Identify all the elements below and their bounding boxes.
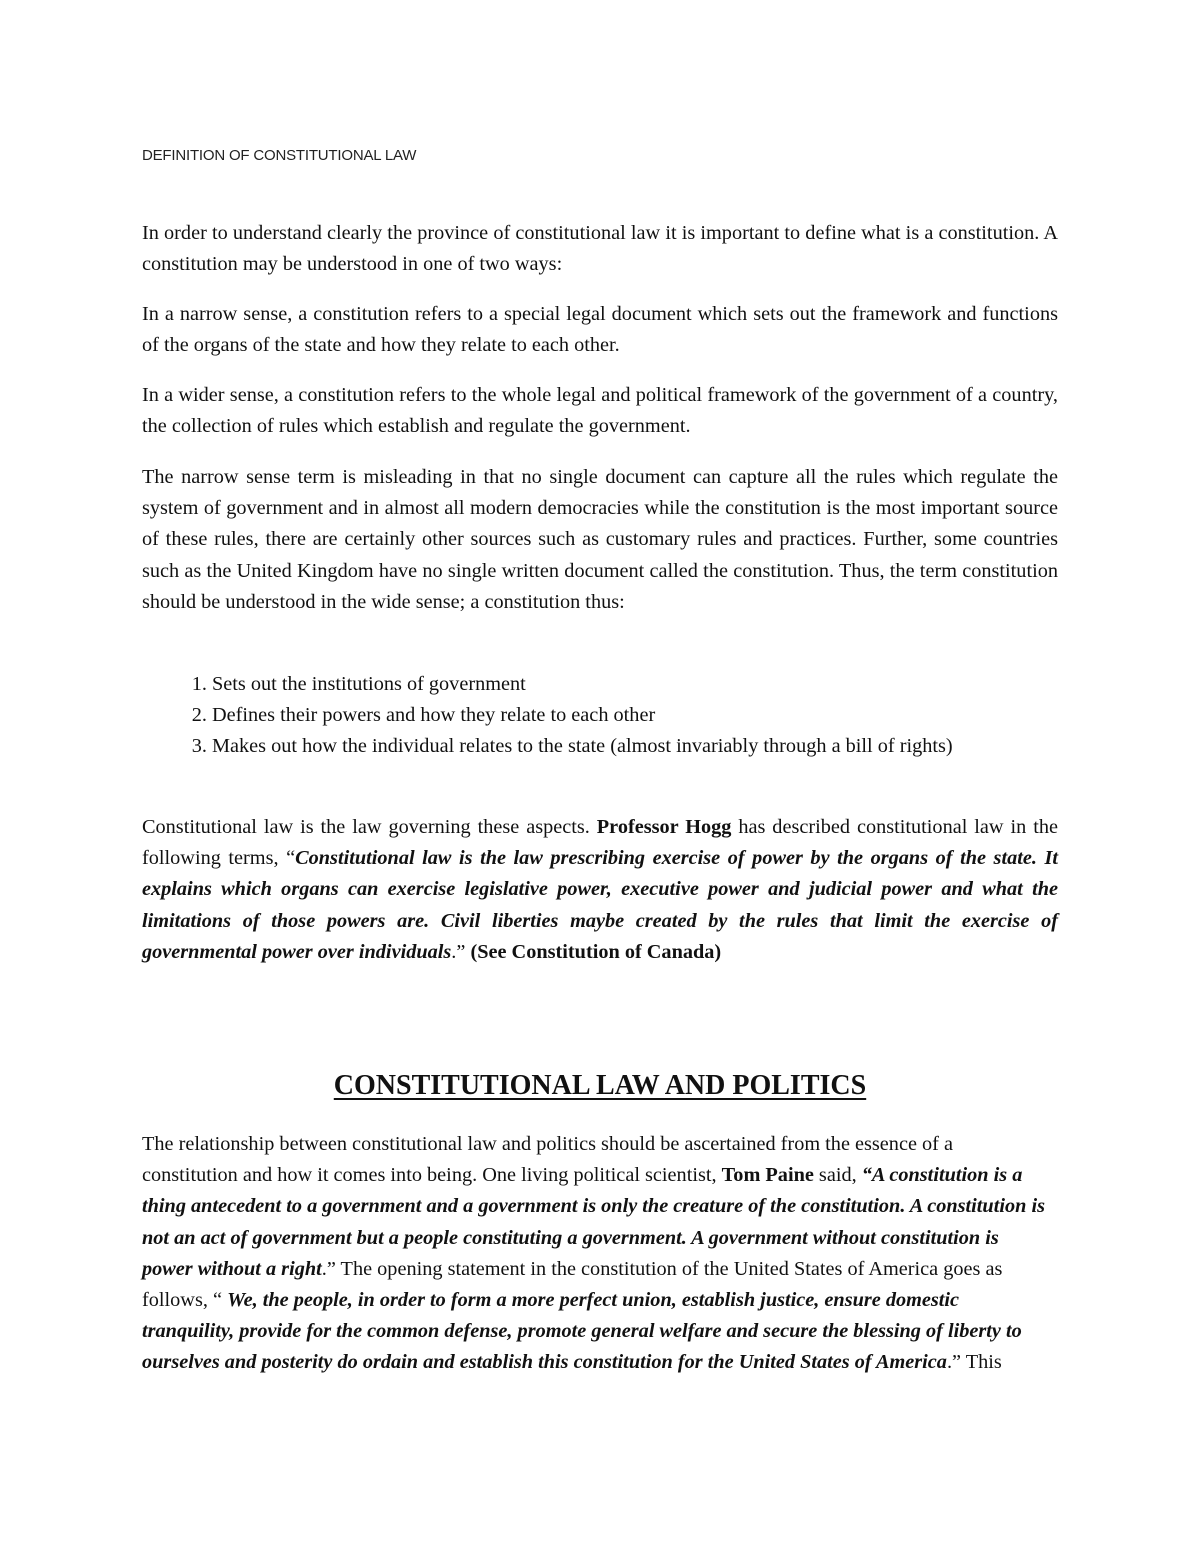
section-heading	[0, 1070, 1200, 1102]
section-heading: DEFINITION OF CONSTITUTIONAL LAW	[142, 147, 417, 164]
text: .” This	[946, 1351, 1002, 1374]
bold-name: Professor Hogg	[596, 816, 732, 838]
citation: (See Constitution of Canada)	[470, 940, 722, 963]
paragraph	[142, 812, 1058, 968]
text: said,	[813, 1164, 862, 1187]
text: The relationship between constitutional law and politics should be ascertained from the essence of a constitution and how it comes into being. One living political scientist,	[142, 1133, 953, 1187]
text: Constitutional law is the law governing these aspects.	[142, 816, 597, 838]
text: .”	[451, 940, 466, 963]
list-item: 2. Defines their powers and how they relate to each other	[212, 700, 1058, 731]
quote: Constitutional law is the law prescribing exercise of power by the organs of the state. It explains which organs can exercise legislative power, executive power and judicial power and what the limitations of those powers are. Civil liberties maybe created by the rules that limit the exercise of governmental power over individuals	[142, 847, 1059, 963]
list-item: 3. Makes out how the individual relates to the state (almost invariably through a bill of rights)	[212, 731, 1058, 762]
text: .” The opening statement in the constitution of the United States of America goes as follows, “	[142, 1257, 1003, 1312]
list-item: 1. Sets out the institutions of government	[212, 669, 1058, 700]
bold-name: Tom Paine	[721, 1164, 814, 1187]
quote: “A constitution is a thing antecedent to a government and a government is only the creature of the constitution. A constitution is not an act of government but a people constituting a government. A government without constitution is power without a right	[142, 1164, 1045, 1280]
paragraph: In a wider sense, a constitution refers to the whole legal and political framework of the government of a country, the collection of rules which establish and regulate the government.	[142, 384, 1058, 438]
quote: We, the people, in order to form a more perfect union, establish justice, ensure domestic tranquility, provide for the common defense, promote general welfare and secure the blessing of liberty to ourselves and posterity do ordain and establish this constitution for the United States of America	[142, 1289, 1022, 1374]
paragraph: In a narrow sense, a constitution refers to a special legal document which sets out the framework and functions of the organs of the state and how they relate to each other.	[142, 303, 1058, 357]
paragraph: The narrow sense term is misleading in that no single document can capture all the rules which regulate the system of government and in almost all modern democracies while the constitution is the most important source of these rules, there are certainly other sources such as customary rules and practices. Further, some countries such as the United Kingdom have no single written document called the constitution. Thus, the term constitution should be understood in the wide sense; a constitution thus:	[142, 466, 1058, 613]
heading-text: CONSTITUTIONAL LAW AND POLITICS	[333, 1070, 867, 1101]
numbered-list	[142, 669, 1058, 763]
paragraph: In order to understand clearly the province of constitutional law it is important to define what is a constitution. A constitution may be understood in one of two ways:	[142, 222, 1058, 276]
paragraph	[142, 1129, 1048, 1379]
text: has described constitutional law in the following terms, “	[142, 816, 1058, 870]
